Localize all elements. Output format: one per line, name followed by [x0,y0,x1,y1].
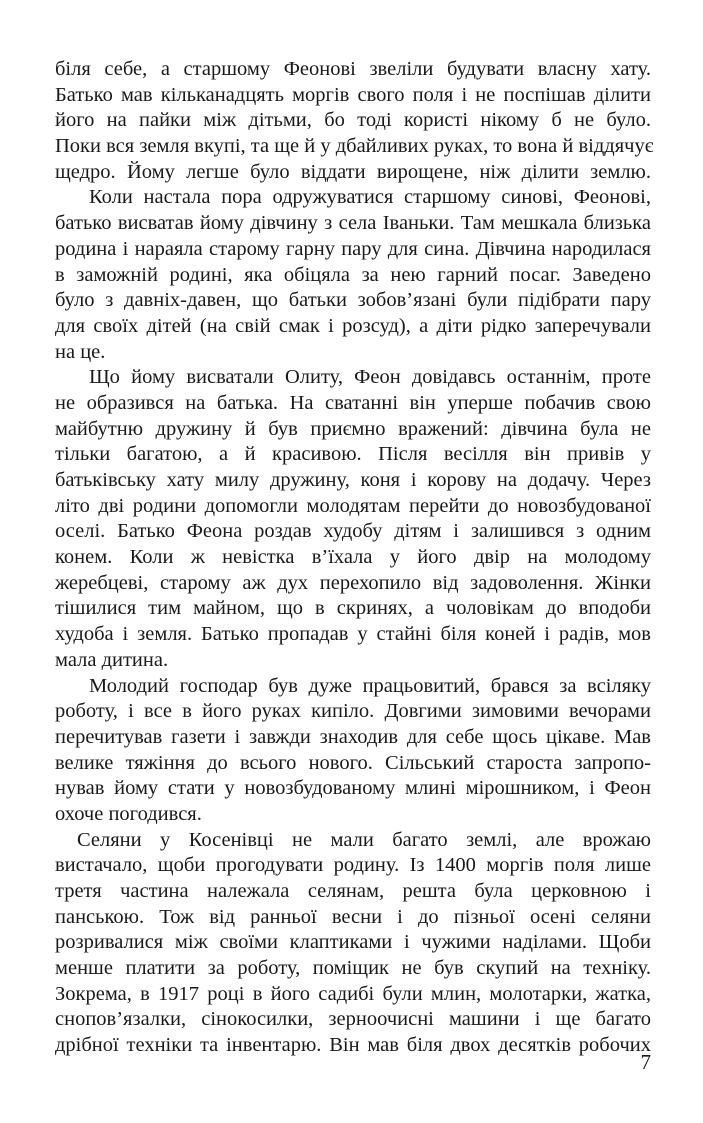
text-line: тішилися тим майном, що в скринях, а чоловікам до вподоби [55,597,651,620]
text-line: вистачало, щоби прогодувати родину. Із 1400 моргів поля лише [55,854,651,877]
text-line: не образився на батька. На сватанні він уперше побачив свою [55,391,651,414]
text-line: літо дві родини допомогли молодятам перейти до новозбудованої [55,494,651,517]
text-line: перечитував газети і завжди знаходив для себе щось цікаве. Мав [55,725,651,748]
paragraph-2 [55,185,651,365]
text-line: Що йому висватали Олиту, Феон довідавсь останнім, проте [89,366,651,389]
text-line: його на пайки між дітьми, бо тоді користі нікому б не було. [55,109,651,132]
text-line: біля себе, а старшому Феонові звеліли будувати власну хату. [55,58,651,80]
text-line: Поки вся земля вкупі, та ще й у дбайливих руках, то вона й віддячує [55,135,654,158]
text-line: Молодий господар був дуже працьовитий, брався за всіляку [89,674,651,697]
text-line: худоба і земля. Батько пропадав у стайні біля коней і радів, мов [55,623,651,646]
text-line: для своїх дітей (на свій смак і розсуд), а діти рідко заперечували [55,314,651,337]
text-line: мала дитина. [55,648,169,671]
text-line: нував йому стати у новозбудованому млині мірошником, і Феон [55,777,651,800]
text-line: Зокрема, в 1917 році в його садибі були млин, молотарки, жатка, [55,982,651,1005]
text-line: щедро. Йому легше було віддати вирощене, ніж ділити землю. [55,160,651,183]
text-line: охоче погодився. [55,802,202,825]
text-line: на це. [55,340,106,363]
page-body [55,57,654,1059]
paragraph-3 [55,365,651,673]
text-line: роботу, і все в його руках кипіло. Довгими зимовими вечорами [55,700,651,723]
text-line: менше платити за роботу, поміщик не був скупий на техніку. [55,957,651,980]
text-line: конем. Коли ж невістка в’їхала у його двір на молодому [55,546,651,569]
text-line: тільки багатою, а й красивою. Після весілля він привів у [55,443,651,466]
paragraph-1 [55,57,654,185]
text-line: дрібної техніки та інвентарю. Він мав біля двох десятків робочих [55,1034,651,1057]
text-line: снопов’язалки, сінокосилки, зерноочисні машини і ще багато [55,1008,651,1031]
text-line: майбутню дружину й був приємно вражений: дівчина була не [55,417,651,440]
page-number: 7 [640,1050,651,1074]
text-line: родина і нараяла старому гарну пару для сина. Дівчина народилася [55,237,651,260]
text-line: Батько мав кільканадцять моргів свого поля і не поспішав ділити [55,83,651,106]
text-line: третя частина належала селянам, решта була церковною і [55,880,651,902]
text-line: в заможній родині, яка обіцяла за нею гарний посаг. Заведено [55,263,651,286]
text-line: оселі. Батько Феона роздав худобу дітям і залишився з одним [55,520,651,543]
text-line: розривалися між своїми клаптиками і чужими наділами. Щоби [55,931,651,954]
paragraph-4 [55,674,651,828]
text-line: було з давніх-давен, що батьки зобов’язані були підібрати пару [55,289,651,312]
paragraph-5 [55,828,651,1059]
text-line: батько висватав йому дівчину з села Іваньки. Там мешкала близька [55,212,651,235]
text-line: батьківську хату милу дружину, коня і корову на додачу. Через [55,469,651,491]
text-line: Селяни у Косенівці не мали багато землі, але врожаю [77,828,651,851]
text-line: велике тяжіння до всього нового. Сільський староста запропо- [55,751,651,774]
text-line: жеребцеві, старому аж дух перехопило від задоволення. Жінки [55,571,651,594]
text-line: панською. Тож від ранньої весни і до пізньої осені селяни [55,905,651,928]
text-line: Коли настала пора одружуватися старшому синові, Феонові, [89,186,651,209]
